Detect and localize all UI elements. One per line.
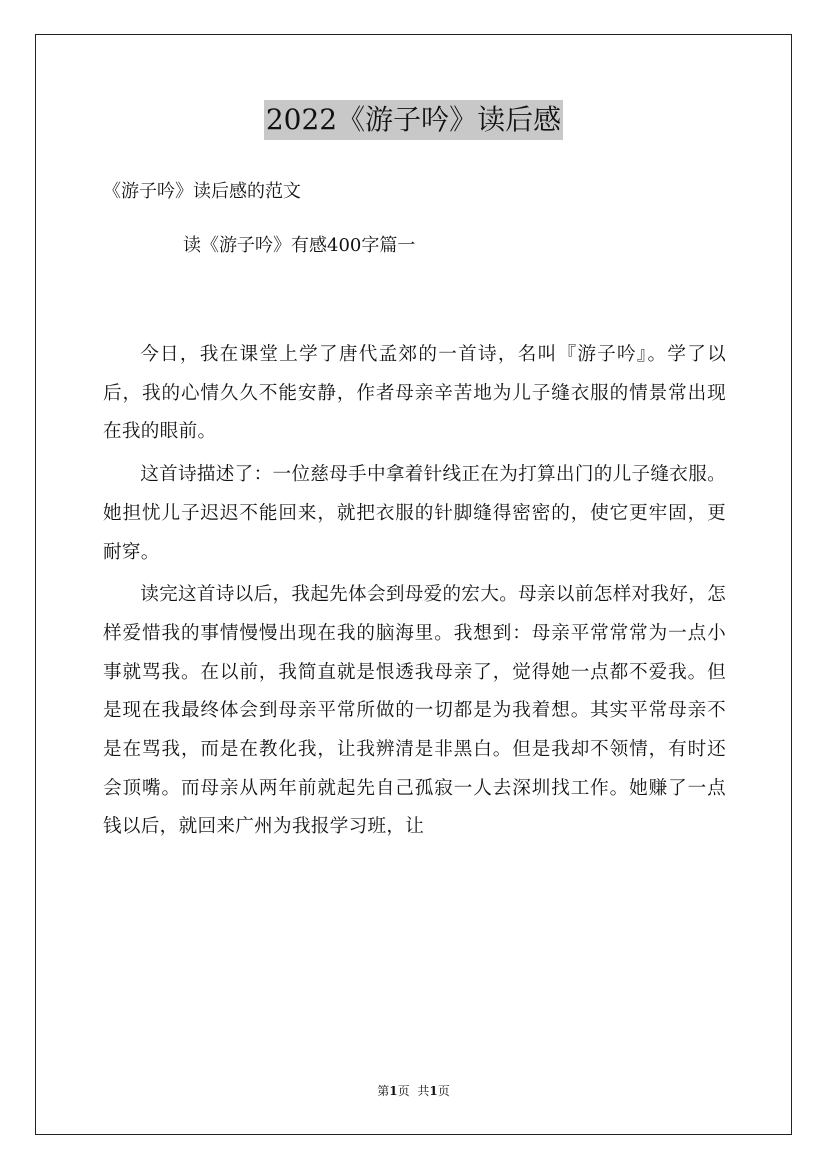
- paragraph-2: 这首诗描述了：一位慈母手中拿着针线正在为打算出门的儿子缝衣服。她担忧儿子迟迟不能回来，就把衣服的针脚缝得密密的，使它更牢固，更耐穿。: [103, 464, 726, 563]
- footer-page-number: 1: [389, 1084, 398, 1098]
- paragraph-3: 读完这首诗以后，我起先体会到母爱的宏大。母亲以前怎样对我好，怎样爱惜我的事情慢慢出现在我的脑海里。我想到：母亲平常常常为一点小事就骂我。在以前，我简直就是恨透我母亲了，觉得她一点都不爱我。但是现在我最终体会到母亲平常所做的一切都是为我着想。其实平常母亲不是在骂我，而是在教化我，让我辨清是非黑白。但是我却不领情，有时还会顶嘴。而母亲从两年前就起先自己孤寂一人去深圳找工作。她赚了一点钱以后，就回来广州为我报学习班，让: [103, 584, 726, 838]
- page-footer: [0, 1082, 827, 1100]
- document-subtitle: 《游子吟》读后感的范文: [103, 181, 301, 202]
- footer-total-suffix: 页: [437, 1084, 450, 1098]
- footer-total-pages: 1: [429, 1084, 438, 1098]
- paragraph-1: 今日，我在课堂上学了唐代孟郊的一首诗，名叫『游子吟』。学了以后，我的心情久久不能安静，作者母亲辛苦地为儿子缝衣服的情景常出现在我的眼前。: [103, 344, 726, 443]
- footer-page-prefix: 第: [377, 1084, 390, 1098]
- document-body: [103, 336, 726, 851]
- footer-total-prefix: 共: [417, 1084, 430, 1098]
- footer-page-suffix: 页: [397, 1084, 410, 1098]
- title-wrap: [0, 100, 827, 140]
- section-heading: 读《游子吟》有感400字篇一: [183, 235, 416, 256]
- document-title: 2022《游子吟》读后感: [264, 100, 563, 140]
